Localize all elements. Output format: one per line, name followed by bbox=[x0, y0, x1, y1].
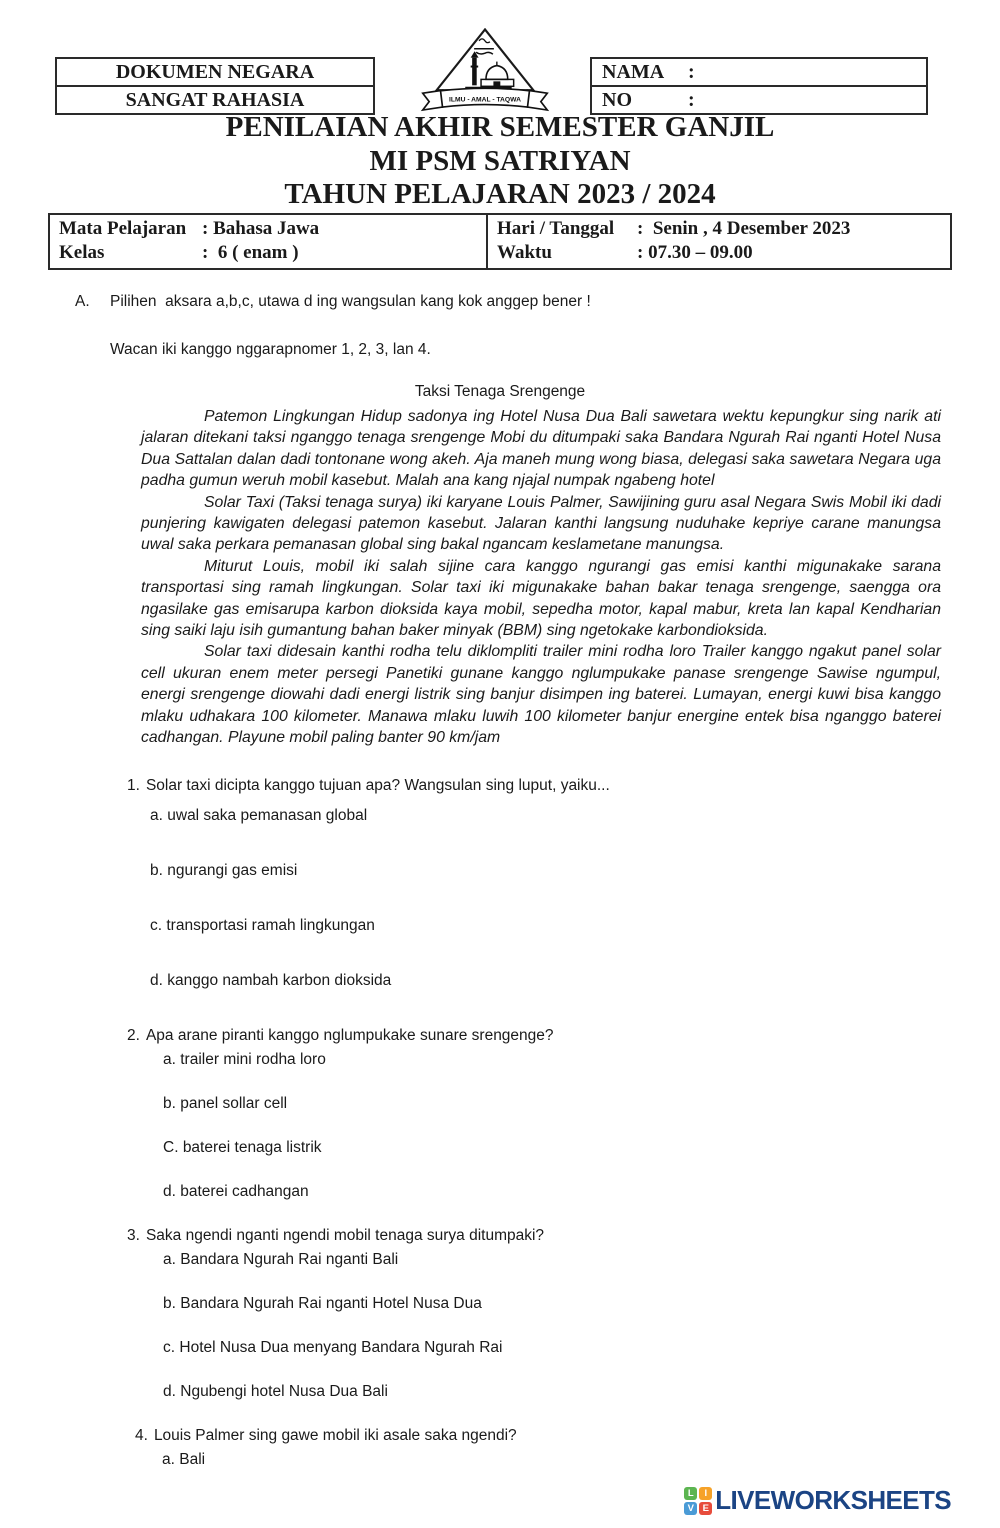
option-letter: C. bbox=[163, 1138, 179, 1156]
date-row bbox=[488, 217, 950, 241]
exam-title bbox=[0, 111, 1000, 212]
subject-value: : Bahasa Jawa bbox=[202, 218, 320, 239]
class-value: : 6 ( enam ) bbox=[202, 242, 299, 263]
question-2-text: 2. Apa arane piranti kanggo nglumpukake sunare srengenge? bbox=[127, 1026, 554, 1044]
question-1-option-a[interactable] bbox=[150, 806, 1000, 826]
question-2-options bbox=[127, 1050, 1000, 1202]
section-a-instruction-line bbox=[75, 293, 1000, 310]
question-1-option-d[interactable] bbox=[150, 971, 1000, 991]
title-line-3: TAHUN PELAJARAN 2023 / 2024 bbox=[284, 178, 716, 210]
questions-list bbox=[127, 776, 1000, 1470]
option-text: Bandara Ngurah Rai nganti Bali bbox=[180, 1250, 399, 1268]
class-label: Kelas bbox=[59, 242, 105, 263]
date-value: : Senin , 4 Desember 2023 bbox=[637, 218, 851, 239]
option-letter: a. bbox=[163, 1250, 176, 1268]
question-number: 1. bbox=[127, 776, 140, 794]
option-letter: a. bbox=[163, 1050, 176, 1068]
exam-info-left-column bbox=[50, 215, 486, 268]
question-1-options bbox=[127, 806, 1000, 991]
title-line-2: MI PSM SATRIYAN bbox=[369, 144, 631, 177]
class-row bbox=[50, 241, 486, 265]
classification-line-2: SANGAT RAHASIA bbox=[57, 85, 373, 113]
logo-tile-i: I bbox=[699, 1487, 712, 1500]
name-colon: : bbox=[688, 61, 695, 83]
option-text: ngurangi gas emisi bbox=[167, 861, 298, 879]
option-text: Bandara Ngurah Rai nganti Hotel Nusa Dua bbox=[180, 1294, 482, 1312]
exam-info-right-column bbox=[486, 215, 950, 268]
name-label: NAMA bbox=[602, 61, 665, 83]
question-3-options bbox=[127, 1250, 1000, 1402]
time-label: Waktu bbox=[497, 242, 552, 263]
logo-tile-e: E bbox=[699, 1502, 712, 1515]
number-colon: : bbox=[688, 89, 695, 111]
question-1-option-c[interactable] bbox=[150, 916, 1000, 936]
date-label: Hari / Tanggal bbox=[497, 218, 615, 239]
option-letter: d. bbox=[163, 1182, 176, 1200]
classification-line-1: DOKUMEN NEGARA bbox=[115, 61, 315, 83]
option-text: Bali bbox=[179, 1450, 206, 1468]
question-4-option-a[interactable] bbox=[162, 1450, 1000, 1470]
question-number: 3. bbox=[127, 1226, 140, 1244]
time-row bbox=[488, 241, 950, 265]
question-3-text: 3. Saka ngendi nganti ngendi mobil tenaga surya ditumpaki? bbox=[127, 1226, 545, 1244]
option-letter: a. bbox=[150, 806, 163, 824]
option-letter: b. bbox=[163, 1294, 176, 1312]
number-field[interactable] bbox=[592, 85, 926, 113]
subject-label: Mata Pelajaran bbox=[59, 218, 187, 239]
passage-paragraph-1: Patemon Lingkungan Hidup sadonya ing Hotel Nusa Dua Bali sawetara wektu kepungkur sing narik ati jalaran ditekani taksi nganggo tenaga srengenge Mobi du ditumpaki saka Bandara Ngurah Rai nganti Hotel Nusa Dua Sattalan dalan dadi tontonane wong akeh. Aja maneh mung wong biasa, delegasi saka sawetara Negara uga padha gumun weruh mobil kasebut. Malah ana kang njajal numpak ngabeng hotel bbox=[141, 408, 941, 490]
section-a-label: A. bbox=[75, 293, 90, 310]
section-a-instruction: Pilihen aksara a,b,c, utawa d ing wangsulan kang kok anggep bener ! bbox=[110, 293, 591, 310]
option-text: baterei cadhangan bbox=[180, 1182, 309, 1200]
question-1-option-b[interactable] bbox=[150, 861, 1000, 881]
passage-paragraph-4: Solar taxi didesain kanthi rodha telu diklompliti trailer mini rodha loro Trailer kanggo ngakut panel solar cell ukuran enem meter persegi Panetiki gunane kanggo nglumpukake panase srengenge Sawise ngumpul, energi srengenge diowahi dadi energi listrik sing banjur disimpen ing baterei. Lumayan, energi kuwi bisa kanggo mlaku udhakara 100 kilometer. Manawa mlaku luwih 100 kilometer banjur energine entek bisa nganggo baterei cadhangan. Playune mobil paling banter 90 km/jam bbox=[141, 643, 941, 747]
question-2-option-d[interactable] bbox=[163, 1182, 1000, 1202]
question-3-option-b[interactable] bbox=[163, 1294, 1000, 1314]
question-2 bbox=[127, 1026, 1000, 1202]
question-1-text: 1. Solar taxi dicipta kanggo tujuan apa? Wangsulan sing luput, yaiku... bbox=[127, 776, 610, 794]
question-3-option-d[interactable] bbox=[163, 1382, 1000, 1402]
passage-body bbox=[141, 406, 941, 749]
option-text: trailer mini rodha loro bbox=[180, 1050, 326, 1068]
school-emblem-icon bbox=[414, 28, 556, 112]
question-number: 2. bbox=[127, 1026, 140, 1044]
option-letter: c. bbox=[150, 916, 163, 934]
option-text: uwal saka pemanasan global bbox=[167, 806, 368, 824]
time-value: : 07.30 – 09.00 bbox=[637, 242, 753, 263]
question-2-option-a[interactable] bbox=[163, 1050, 1000, 1070]
passage-title: Taksi Tenaga Srengenge bbox=[414, 383, 586, 400]
exam-header bbox=[0, 0, 1000, 213]
passage-paragraph-3: Miturut Louis, mobil iki salah sijine cara kanggo ngurangi gas emisi kanthi migunakake sarana transportasi sing ramah lingkungan. Solar taxi iki migunakake bahan bakar tenaga srengenge, saengga ora ngasilake gas emisarupa karbon dioksida kaya mobil, sepedha motor, kapal mabur, kreta lan kapal Kendharian sing saiki laju isih gumantung bahan baker minyak (BBM) sing ngetokake karbondioksida. bbox=[141, 557, 941, 640]
option-letter: b. bbox=[150, 861, 163, 879]
question-3 bbox=[127, 1226, 1000, 1402]
question-1 bbox=[127, 776, 1000, 991]
question-3-option-c[interactable] bbox=[163, 1338, 1000, 1358]
classification-box bbox=[55, 57, 375, 115]
option-text: Hotel Nusa Dua menyang Bandara Ngurah Rai bbox=[179, 1338, 503, 1356]
question-4-options bbox=[135, 1450, 1000, 1470]
option-letter: d. bbox=[150, 971, 163, 989]
question-2-option-b[interactable] bbox=[163, 1094, 1000, 1114]
identity-box bbox=[590, 57, 928, 115]
option-letter: a. bbox=[162, 1450, 175, 1468]
question-4-text: 4. Louis Palmer sing gawe mobil iki asale saka ngendi? bbox=[135, 1426, 517, 1444]
liveworksheets-logo[interactable] bbox=[684, 1485, 951, 1516]
liveworksheets-wordmark: LIVEWORKSHEETS bbox=[715, 1485, 951, 1515]
question-2-option-c[interactable] bbox=[163, 1138, 1000, 1158]
option-letter: d. bbox=[163, 1382, 176, 1400]
option-text: Ngubengi hotel Nusa Dua Bali bbox=[180, 1382, 388, 1400]
title-line-1: PENILAIAN AKHIR SEMESTER GANJIL bbox=[225, 111, 775, 143]
logo-tile-l: L bbox=[684, 1487, 697, 1500]
passage-paragraph-2: Solar Taxi (Taksi tenaga surya) iki karyane Louis Palmer, Sawijining guru asal Negara Swis Mobil iki dadi punjering kawigaten delegasi patemon kasebut. Jalaran kanthi langsung nuduhake kepriye carane manungsa uwal saka perkara pemanasan global sing bakal ngancam keslametane manungsa. bbox=[141, 493, 941, 554]
question-number: 4. bbox=[135, 1426, 148, 1444]
number-label: NO bbox=[602, 89, 632, 111]
liveworksheets-tiles-icon bbox=[684, 1487, 712, 1515]
option-text: kanggo nambah karbon dioksida bbox=[167, 971, 392, 989]
option-text: transportasi ramah lingkungan bbox=[166, 916, 375, 934]
logo-tile-v: V bbox=[684, 1502, 697, 1515]
option-text: baterei tenaga listrik bbox=[182, 1138, 322, 1156]
passage-intro: Wacan iki kanggo nggarapnomer 1, 2, 3, lan 4. bbox=[110, 341, 431, 358]
option-letter: c. bbox=[163, 1338, 176, 1356]
question-3-option-a[interactable] bbox=[163, 1250, 1000, 1270]
option-letter: b. bbox=[163, 1094, 176, 1112]
exam-info-table bbox=[48, 213, 952, 270]
question-4 bbox=[127, 1426, 1000, 1470]
option-text: panel sollar cell bbox=[180, 1094, 288, 1112]
emblem-motto: ILMU - AMAL - TAQWA bbox=[449, 96, 521, 104]
name-field[interactable] bbox=[592, 59, 926, 85]
subject-row bbox=[50, 217, 486, 241]
